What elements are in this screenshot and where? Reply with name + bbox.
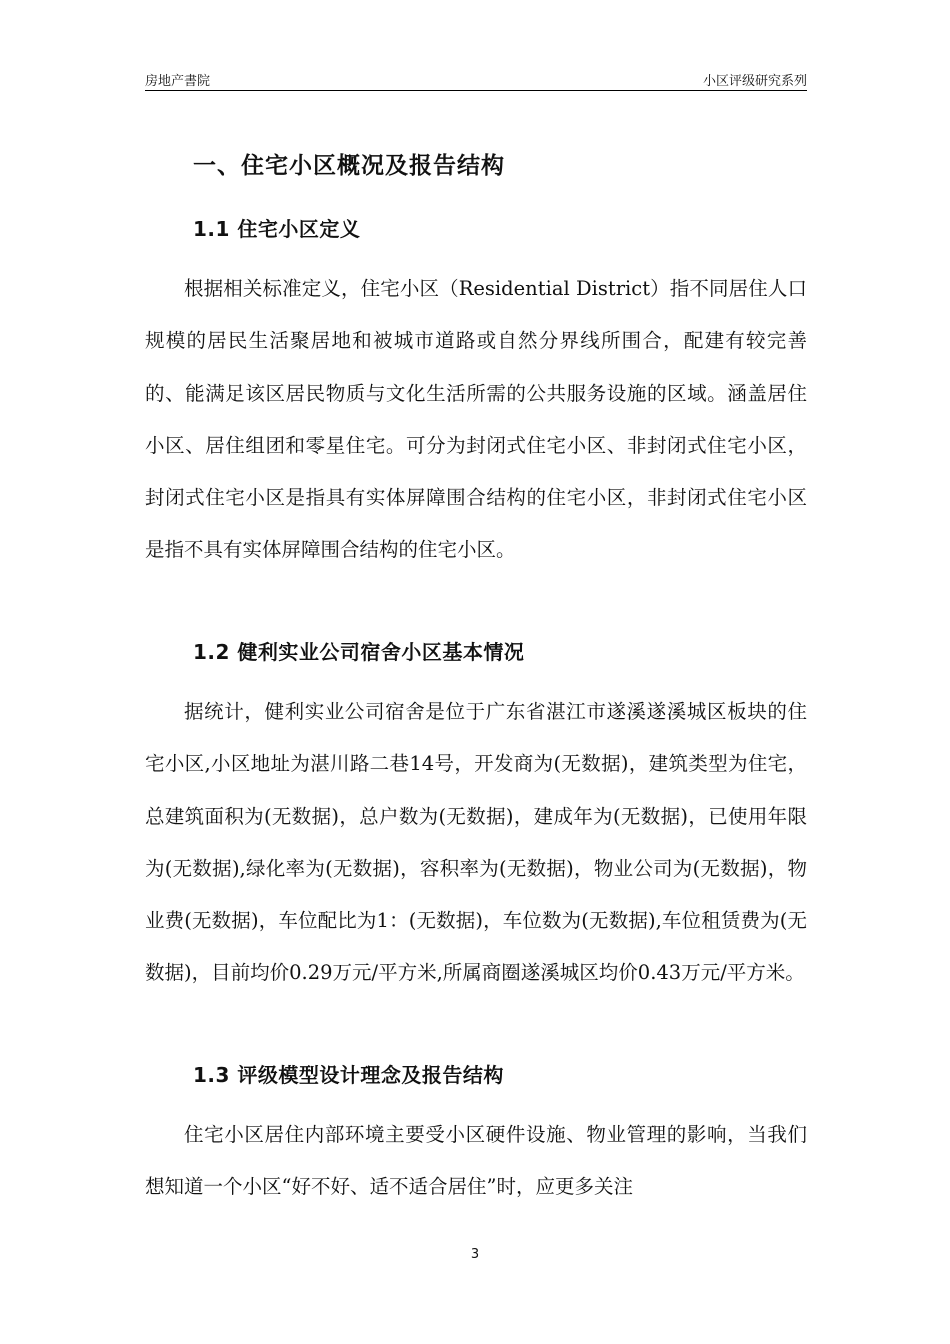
section-heading-1-2: 1.2 健利实业公司宿舍小区基本情况 [193,640,525,664]
header-left-title: 房地产書院 [145,74,211,89]
section-paragraph-1-3: 住宅小区居住内部环境主要受小区硬件设施、物业管理的影响，当我们想知道一个小区“好不好、适不适合居住”时，应更多关注 [145,1123,807,1199]
chapter-title: 一、住宅小区概况及报告结构 [193,153,505,179]
section-paragraph-1-2: 据统计，健利实业公司宿舍是位于广东省湛江市遂溪遂溪城区板块的住宅小区,小区地址为湛川路二巷14号，开发商为(无数据)，建筑类型为住宅，总建筑面积为(无数据)，总户数为(无数据)，建成年为(无数据)，已使用年限为(无数据),绿化率为(无数据)，容积率为(无数据)，物业公司为(无数据)，物业费(无数据)，车位配比为1：(无数据)，车位数为(无数据),车位租赁费为(无数据)，目前均价0.29万元/平方米,所属商圈遂溪城区均价0.43万元/平方米。 [145,700,807,985]
header-right-title: 小区评级研究系列 [702,74,807,89]
section-paragraph-1-1: 根据相关标准定义，住宅小区（Residential District）指不同居住人口规模的居民生活聚居地和被城市道路或自然分界线所围合，配建有较完善的、能满足该区居民物质与文化生活所需的公共服务设施的区域。涵盖居住小区、居住组团和零星住宅。可分为封闭式住宅小区、非封闭式住宅小区，封闭式住宅小区是指具有实体屏障围合结构的住宅小区，非封闭式住宅小区是指不具有实体屏障围合结构的住宅小区。 [145,277,807,562]
page-number: 3 [470,1247,480,1262]
page-header [145,68,807,91]
section-heading-1-1: 1.1 住宅小区定义 [193,217,361,241]
section-heading-1-3: 1.3 评级模型设计理念及报告结构 [193,1063,504,1087]
